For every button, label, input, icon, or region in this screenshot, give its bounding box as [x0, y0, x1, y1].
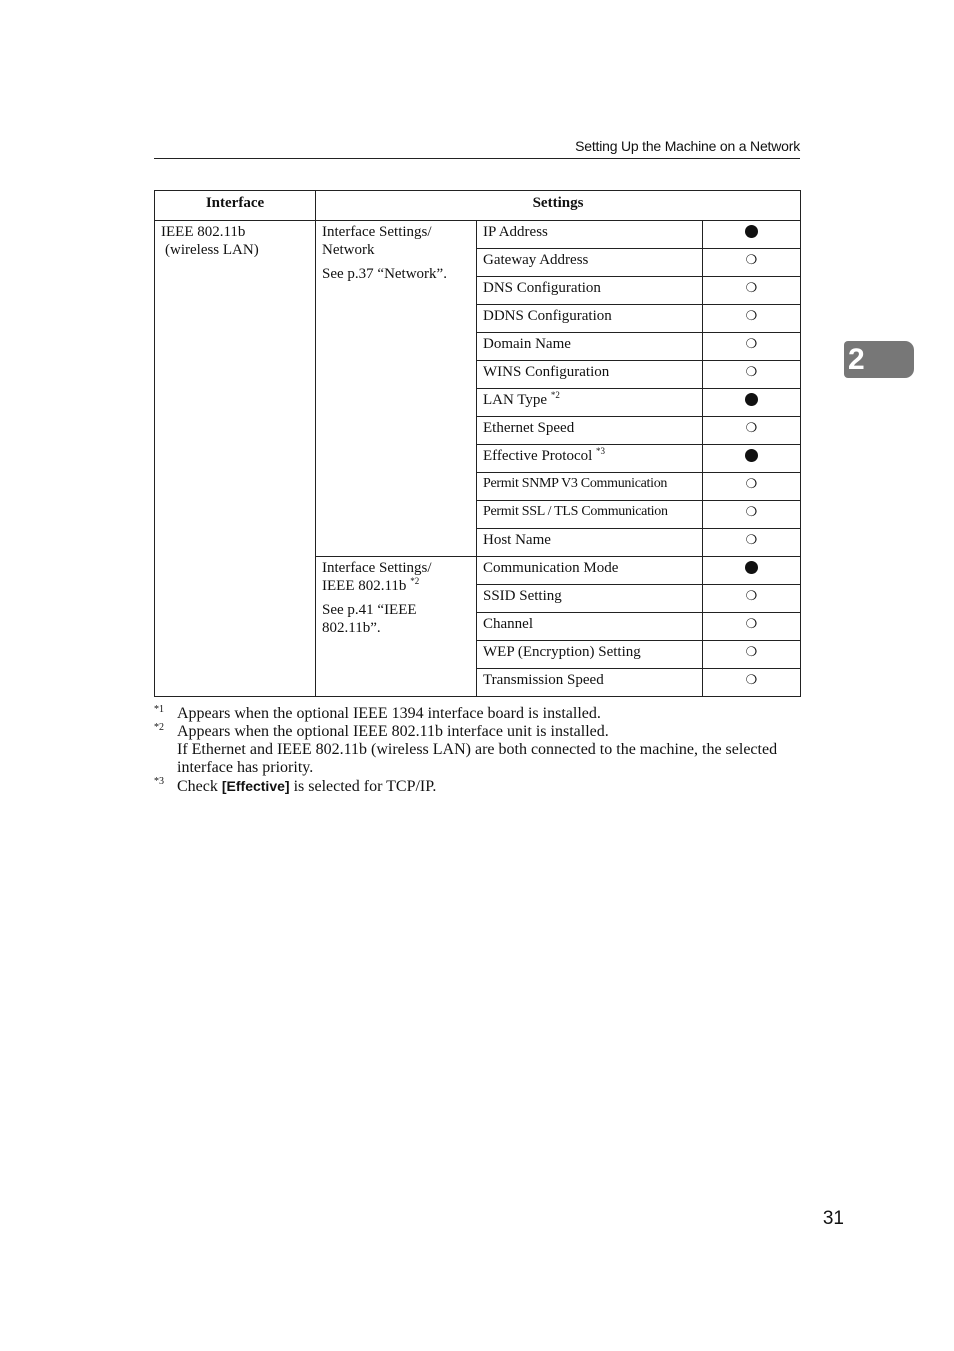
group-network-label: Interface Settings/ — [322, 224, 432, 240]
setting-name — [477, 249, 703, 277]
setting-mark-cell — [703, 529, 801, 557]
group-wireless-see: See p.41 “IEEE — [322, 602, 417, 618]
footnote-2-mark: *2 — [154, 722, 164, 733]
shadowed-circle-icon: ❍ — [745, 589, 758, 604]
footnote-3-key: [Effective] — [221, 778, 290, 794]
setting-name — [477, 585, 703, 613]
group-wireless-see-2: 802.11b”. — [322, 620, 381, 636]
shadowed-circle-icon: ❍ — [745, 533, 758, 548]
footnote-3-after: is selected for TCP/IP. — [289, 778, 437, 795]
footnote-ref: *3 — [596, 446, 606, 456]
setting-name-text: Domain Name — [483, 336, 571, 352]
page-number: 31 — [822, 1208, 844, 1229]
shadowed-circle-icon: ❍ — [745, 645, 758, 660]
footnote-2-text: Appears when the optional IEEE 802.11b interface unit is installed. — [177, 723, 609, 740]
group-wireless-label-text: IEEE 802.11b — [322, 578, 407, 594]
setting-name-text: IP Address — [483, 224, 548, 240]
setting-name-text: WINS Configuration — [483, 364, 610, 380]
footnote-1-text: Appears when the optional IEEE 1394 interface board is installed. — [177, 705, 601, 722]
setting-name-text: WEP (Encryption) Setting — [483, 644, 641, 660]
setting-name-text: SSID Setting — [483, 588, 562, 604]
setting-mark-cell — [703, 641, 801, 669]
footnote-2 — [154, 723, 800, 777]
shadowed-circle-icon: ❍ — [745, 309, 758, 324]
setting-mark-cell — [703, 585, 801, 613]
setting-name — [477, 669, 703, 697]
setting-name — [477, 333, 703, 361]
footnote-3 — [154, 777, 800, 796]
setting-name — [477, 445, 703, 473]
header-settings: Settings — [316, 191, 801, 221]
group-wireless-label-2 — [322, 577, 470, 595]
setting-mark-cell — [703, 669, 801, 697]
footnote-2-text-2: If Ethernet and IEEE 802.11b (wireless LAN) are both connected to the machine, the selected interface has priority. — [177, 741, 778, 776]
chapter-tab: 2 — [844, 341, 914, 378]
setting-name — [477, 641, 703, 669]
table-body — [155, 221, 801, 697]
header-rule — [154, 158, 800, 159]
group-wireless-sup: *2 — [410, 576, 420, 586]
setting-name-text: Communication Mode — [483, 560, 619, 576]
setting-name-text: Effective Protocol — [483, 448, 593, 464]
settings-table — [154, 190, 801, 697]
setting-mark-cell — [703, 417, 801, 445]
shadowed-circle-icon: ❍ — [745, 505, 758, 520]
shadowed-circle-icon: ❍ — [745, 421, 758, 436]
footnote-3-mark: *3 — [154, 776, 164, 787]
setting-mark-cell — [703, 333, 801, 361]
setting-name — [477, 389, 703, 417]
setting-name-text: Host Name — [483, 532, 551, 548]
filled-circle-icon — [745, 561, 758, 574]
group-wireless-cell — [316, 557, 477, 697]
setting-name-text: Permit SSL / TLS Communication — [483, 504, 668, 519]
setting-mark-cell — [703, 277, 801, 305]
setting-name-text: Gateway Address — [483, 252, 589, 268]
header-interface: Interface — [155, 191, 316, 221]
setting-name-text: Ethernet Speed — [483, 420, 575, 436]
setting-name — [477, 529, 703, 557]
footnotes — [154, 705, 800, 796]
group-network-label-2: Network — [322, 242, 375, 258]
setting-name — [477, 305, 703, 333]
shadowed-circle-icon: ❍ — [745, 477, 758, 492]
running-header: Setting Up the Machine on a Network — [575, 138, 800, 154]
setting-name-text: Transmission Speed — [483, 672, 604, 688]
setting-name — [477, 417, 703, 445]
setting-mark-cell — [703, 501, 801, 529]
setting-name — [477, 557, 703, 585]
setting-name-text: Permit SNMP V3 Communication — [483, 476, 668, 491]
footnote-1-mark: *1 — [154, 704, 164, 715]
setting-name — [477, 277, 703, 305]
interface-cell — [155, 221, 316, 697]
setting-mark-cell — [703, 389, 801, 417]
footnote-3-before: Check — [177, 778, 222, 795]
setting-name — [477, 473, 703, 501]
shadowed-circle-icon: ❍ — [745, 253, 758, 268]
setting-mark-cell — [703, 221, 801, 249]
setting-name-text: DDNS Configuration — [483, 308, 612, 324]
filled-circle-icon — [745, 225, 758, 238]
group-network-see: See p.37 “Network”. — [322, 266, 447, 282]
group-network-cell — [316, 221, 477, 557]
setting-name-text: Channel — [483, 616, 533, 632]
setting-name-text: LAN Type — [483, 392, 548, 408]
interface-name: IEEE 802.11b — [161, 224, 246, 240]
setting-name — [477, 221, 703, 249]
setting-name — [477, 361, 703, 389]
shadowed-circle-icon: ❍ — [745, 617, 758, 632]
setting-mark-cell — [703, 305, 801, 333]
shadowed-circle-icon: ❍ — [745, 281, 758, 296]
setting-mark-cell — [703, 445, 801, 473]
setting-mark-cell — [703, 473, 801, 501]
setting-name — [477, 613, 703, 641]
interface-sub: (wireless LAN) — [165, 242, 259, 258]
table-row — [155, 221, 801, 249]
footnote-ref: *2 — [550, 390, 560, 400]
setting-mark-cell — [703, 613, 801, 641]
footnote-1 — [154, 705, 800, 723]
shadowed-circle-icon: ❍ — [745, 673, 758, 688]
filled-circle-icon — [745, 449, 758, 462]
setting-mark-cell — [703, 557, 801, 585]
setting-name-text: DNS Configuration — [483, 280, 601, 296]
filled-circle-icon — [745, 393, 758, 406]
shadowed-circle-icon: ❍ — [745, 365, 758, 380]
group-wireless-label: Interface Settings/ — [322, 560, 432, 576]
shadowed-circle-icon: ❍ — [745, 337, 758, 352]
setting-mark-cell — [703, 249, 801, 277]
setting-mark-cell — [703, 361, 801, 389]
setting-name — [477, 501, 703, 529]
